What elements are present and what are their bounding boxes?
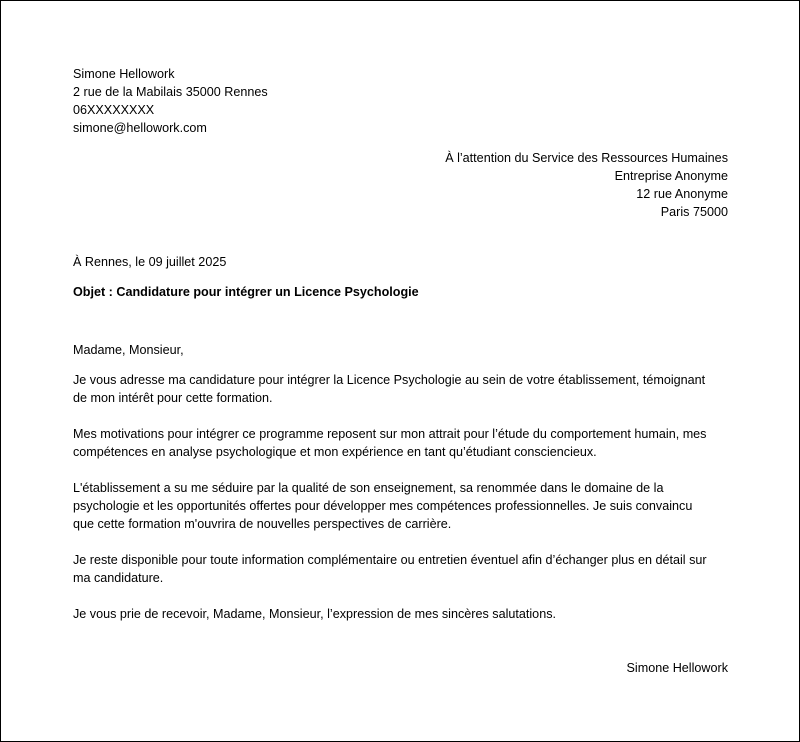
recipient-company: Entreprise Anonyme bbox=[614, 169, 728, 183]
recipient-attention: À l’attention du Service des Ressources Humaines bbox=[445, 151, 728, 165]
sender-phone: 06XXXXXXXX bbox=[73, 103, 155, 117]
paragraph-3 bbox=[73, 479, 728, 533]
salutation bbox=[73, 341, 728, 359]
sender-block bbox=[73, 65, 728, 137]
closing-paragraph bbox=[73, 605, 728, 623]
signature-name: Simone Hellowork bbox=[626, 661, 728, 675]
subject-line bbox=[73, 283, 728, 301]
paragraph-line: L'établissement a su me séduire par la qualité de son enseignement, sa renommée dans le domaine de la bbox=[73, 481, 664, 495]
paragraph-line: que cette formation m'ouvrira de nouvelles perspectives de carrière. bbox=[73, 517, 452, 531]
letter-body bbox=[73, 65, 728, 677]
sender-address: 2 rue de la Mabilais 35000 Rennes bbox=[73, 85, 268, 99]
closing-text: Je vous prie de recevoir, Madame, Monsieur, l’expression de mes sincères salutations. bbox=[73, 607, 556, 621]
paragraph-line: psychologie et les opportunités offertes pour développer mes compétences professionnelles. Je suis convaincu bbox=[73, 499, 693, 513]
paragraph-line: compétences en analyse psychologique et mon expérience en tant qu’étudiant consciencieux. bbox=[73, 445, 597, 459]
paragraph-line: de mon intérêt pour cette formation. bbox=[73, 391, 273, 405]
paragraph-line: ma candidature. bbox=[73, 571, 164, 585]
salutation-text: Madame, Monsieur, bbox=[73, 343, 184, 357]
sender-name: Simone Hellowork bbox=[73, 67, 175, 81]
subject-text: Objet : Candidature pour intégrer un Licence Psychologie bbox=[73, 285, 419, 299]
paragraph-1 bbox=[73, 371, 728, 407]
recipient-city: Paris 75000 bbox=[660, 205, 728, 219]
paragraph-line: Je reste disponible pour toute information complémentaire ou entretien éventuel afin d’échanger plus en détail sur bbox=[73, 553, 707, 567]
signature-block bbox=[73, 659, 728, 677]
recipient-block bbox=[73, 149, 728, 221]
date-line bbox=[73, 253, 728, 271]
sender-email: simone@hellowork.com bbox=[73, 121, 207, 135]
paragraph-line: Mes motivations pour intégrer ce programme reposent sur mon attrait pour l’étude du comportement humain, mes bbox=[73, 427, 707, 441]
recipient-street: 12 rue Anonyme bbox=[636, 187, 728, 201]
date-text: À Rennes, le 09 juillet 2025 bbox=[73, 255, 227, 269]
paragraph-2 bbox=[73, 425, 728, 461]
paragraph-line: Je vous adresse ma candidature pour intégrer la Licence Psychologie au sein de votre établissement, témoignant bbox=[73, 373, 706, 387]
paragraph-4 bbox=[73, 551, 728, 587]
